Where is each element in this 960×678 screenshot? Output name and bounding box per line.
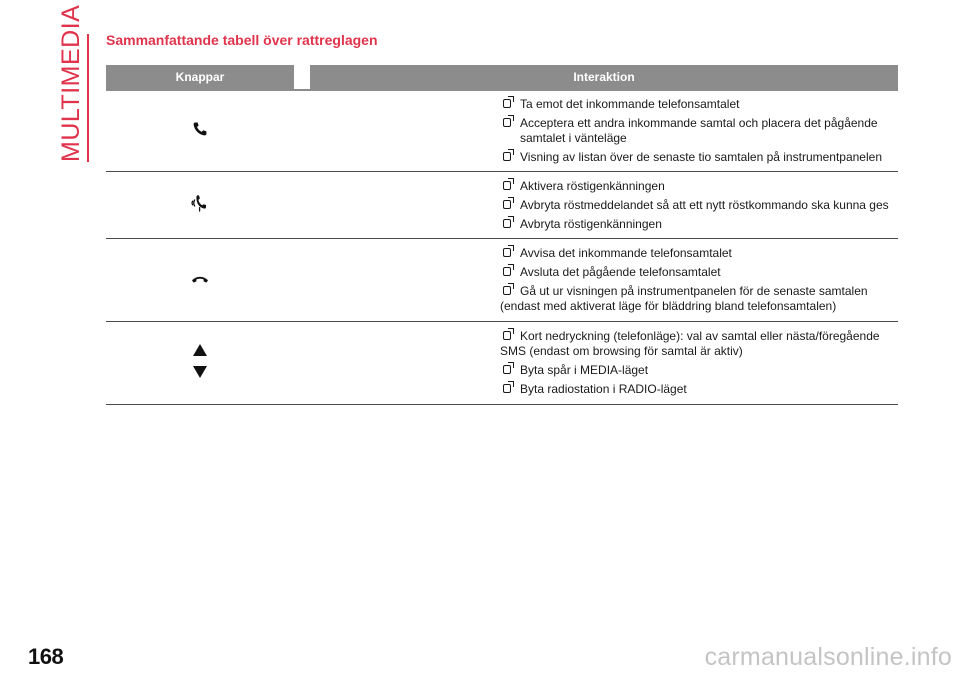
table-row xyxy=(106,90,898,172)
bullet-icon xyxy=(503,200,511,209)
header-gap xyxy=(294,65,310,90)
page-number: 168 xyxy=(28,644,64,669)
key-cell xyxy=(106,172,294,239)
up-down-arrows-icon xyxy=(193,344,207,382)
bullet-icon xyxy=(503,248,511,257)
bullet-icon xyxy=(503,219,511,228)
list-item: Avbryta röstigenkänningen xyxy=(500,217,898,232)
list-item: Acceptera ett andra inkommande samtal och placera det pågående samtalet i vänteläge xyxy=(500,116,898,146)
interaction-cell xyxy=(294,172,898,239)
bullet-icon xyxy=(503,365,511,374)
bullet-icon xyxy=(503,152,511,161)
key-cell xyxy=(106,90,294,172)
list-item: Gå ut ur visningen på instrumentpanelen för de senaste samtalen (endast med aktiverat läge för bläddring bland telefonsamtalen) xyxy=(500,284,868,313)
key-cell xyxy=(106,239,294,322)
interaction-cell xyxy=(294,322,898,405)
list-item: Avvisa det inkommande telefonsamtalet xyxy=(500,246,898,261)
watermark: carmanualsonline.info xyxy=(704,643,952,671)
chapter-divider xyxy=(87,34,89,162)
list-item: Aktivera röstigenkänningen xyxy=(500,179,898,194)
table-row xyxy=(106,172,898,239)
table-row xyxy=(106,239,898,322)
phone-hangup-icon xyxy=(191,273,209,288)
list-item: Visning av listan över de senaste tio samtalen på instrumentpanelen xyxy=(500,150,898,165)
list-item: Kort nedryckning (telefonläge): val av samtal eller nästa/föregående SMS (endast om browsing för samtal är aktiv) xyxy=(500,329,880,358)
header-interaktion: Interaktion xyxy=(310,65,898,90)
bullet-icon xyxy=(503,384,511,393)
key-cell xyxy=(106,322,294,405)
section-title: Sammanfattande tabell över rattreglagen xyxy=(106,32,378,48)
list-item: Byta radiostation i RADIO-läget xyxy=(500,382,898,397)
phone-answer-icon xyxy=(192,121,208,141)
bullet-icon xyxy=(503,331,511,340)
chapter-tab xyxy=(56,4,86,162)
list-item: Byta spår i MEDIA-läget xyxy=(500,363,898,378)
bullet-icon xyxy=(503,181,511,190)
list-item: Avbryta röstmeddelandet så att ett nytt röstkommando ska kunna ges xyxy=(500,198,898,213)
bullet-icon xyxy=(503,118,511,127)
interaction-cell xyxy=(294,239,898,322)
header-knappar: Knappar xyxy=(106,65,294,90)
bullet-icon xyxy=(503,286,511,295)
table-header-row xyxy=(106,65,898,90)
list-item: Ta emot det inkommande telefonsamtalet xyxy=(500,97,898,112)
list-item: Avsluta det pågående telefonsamtalet xyxy=(500,265,898,280)
chapter-label: MULTIMEDIA xyxy=(57,4,85,162)
interaction-cell xyxy=(294,90,898,172)
table-row xyxy=(106,322,898,405)
bullet-icon xyxy=(503,267,511,276)
steering-controls-table xyxy=(106,65,898,405)
bullet-icon xyxy=(503,99,511,108)
voice-recognition-icon xyxy=(191,194,209,216)
